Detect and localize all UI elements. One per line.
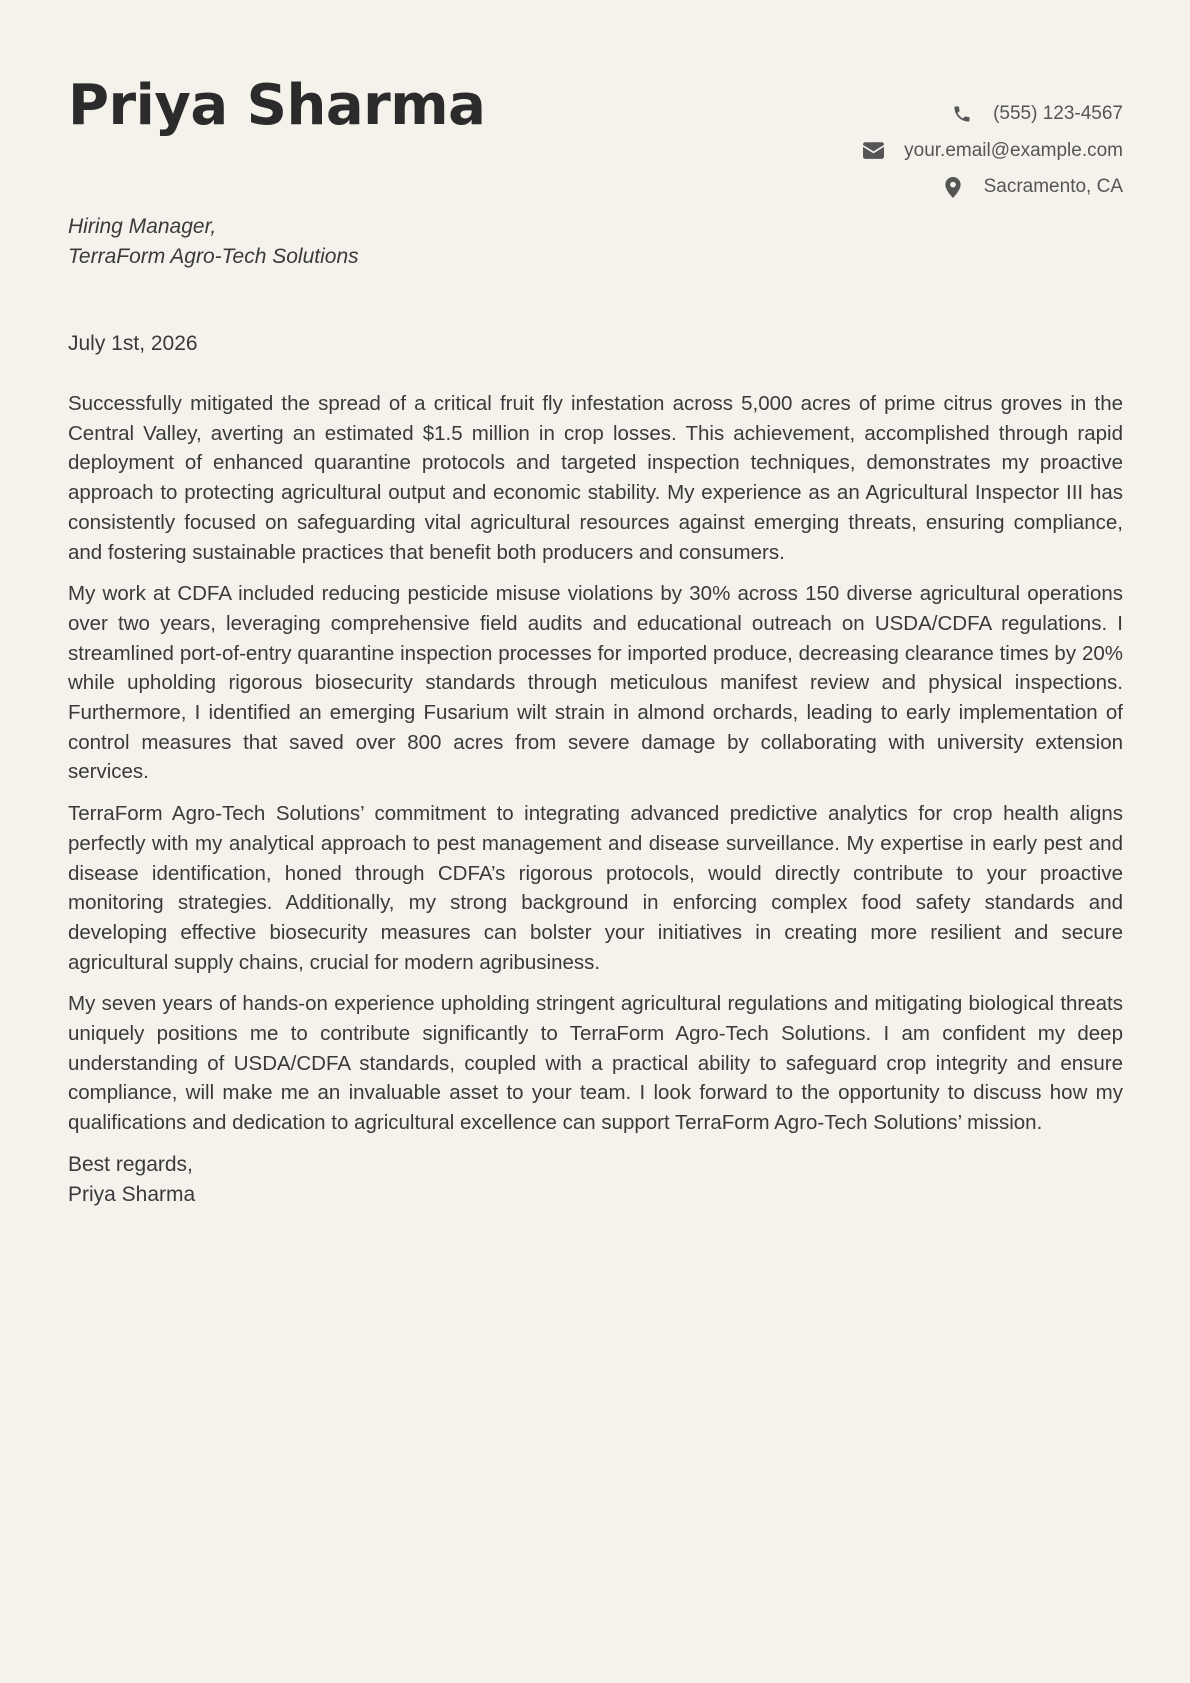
envelope-icon	[862, 140, 884, 162]
phone-icon	[951, 103, 973, 125]
closing-signature: Priya Sharma	[68, 1182, 196, 1206]
body-paragraph: Successfully mitigated the spread of a critical fruit fly infestation across 5,000 acres of prime citrus groves in the Central Valley, averting an estimated $1.5 million in crop losses. This achievement, accomplished through rapid deployment of enhanced quarantine protocols and targeted inspection techniques, demonstrates my proactive approach to protecting agricultural output and economic stability. My experience as an Agricultural Inspector III has consistently focused on safeguarding vital agricultural resources against emerging threats, ensuring compliance, and fostering sustainable practices that benefit both producers and consumers.	[68, 392, 1123, 564]
letter-header	[68, 0, 1123, 212]
phone-text: (555) 123-4567	[993, 103, 1123, 125]
closing-salutation: Best regards,	[68, 1152, 193, 1176]
email-text: your.email@example.com	[904, 139, 1123, 161]
contact-email	[862, 133, 1123, 170]
body-paragraph: TerraForm Agro-Tech Solutions’ commitment to integrating advanced predictive analytics for crop health aligns perfectly with my analytical approach to pest management and disease surveillance. My expertise in early pest and disease identification, honed through CDFA’s rigorous protocols, would directly contribute to your proactive monitoring strategies. Additionally, my strong background in enforcing complex food safety standards and developing effective biosecurity measures can bolster your initiatives in creating more resilient and secure agricultural supply chains, crucial for modern agribusiness.	[68, 802, 1123, 974]
letter-date: July 1st, 2026	[68, 332, 198, 355]
contact-info	[862, 96, 1123, 206]
body-paragraph: My work at CDFA included reducing pesticide misuse violations by 30% across 150 diverse agricultural operations over two years, leveraging comprehensive field audits and educational outreach on USDA/CDFA regulations. I streamlined port-of-entry quarantine inspection processes for imported produce, decreasing clearance times by 20% while upholding rigorous biosecurity standards through meticulous manifest review and physical inspections. Furthermore, I identified an emerging Fusarium wilt strain in almond orchards, leading to early implementation of control measures that saved over 800 acres from severe damage by collaborating with university extension services.	[68, 582, 1123, 784]
contact-phone	[862, 96, 1123, 133]
contact-location	[862, 169, 1123, 206]
applicant-name: Priya Sharma	[68, 73, 486, 138]
map-pin-icon	[942, 176, 964, 198]
body-paragraph: My seven years of hands-on experience upholding stringent agricultural regulations and mitigating biological threats uniquely positions me to contribute significantly to TerraForm Agro-Tech Solutions. I am confident my deep understanding of USDA/CDFA standards, coupled with a practical ability to safeguard crop integrity and ensure compliance, will make me an invaluable asset to your team. I look forward to the opportunity to discuss how my qualifications and dedication to agricultural excellence can support TerraForm Agro-Tech Solutions’ mission.	[68, 992, 1123, 1135]
recipient-title: Hiring Manager,	[68, 215, 217, 238]
recipient-block	[68, 212, 1123, 272]
recipient-company: TerraForm Agro-Tech Solutions	[68, 245, 359, 268]
location-text: Sacramento, CA	[983, 176, 1123, 198]
letter-body	[68, 389, 1123, 1138]
closing-block	[68, 1150, 1123, 1209]
cover-letter	[68, 0, 1123, 1683]
